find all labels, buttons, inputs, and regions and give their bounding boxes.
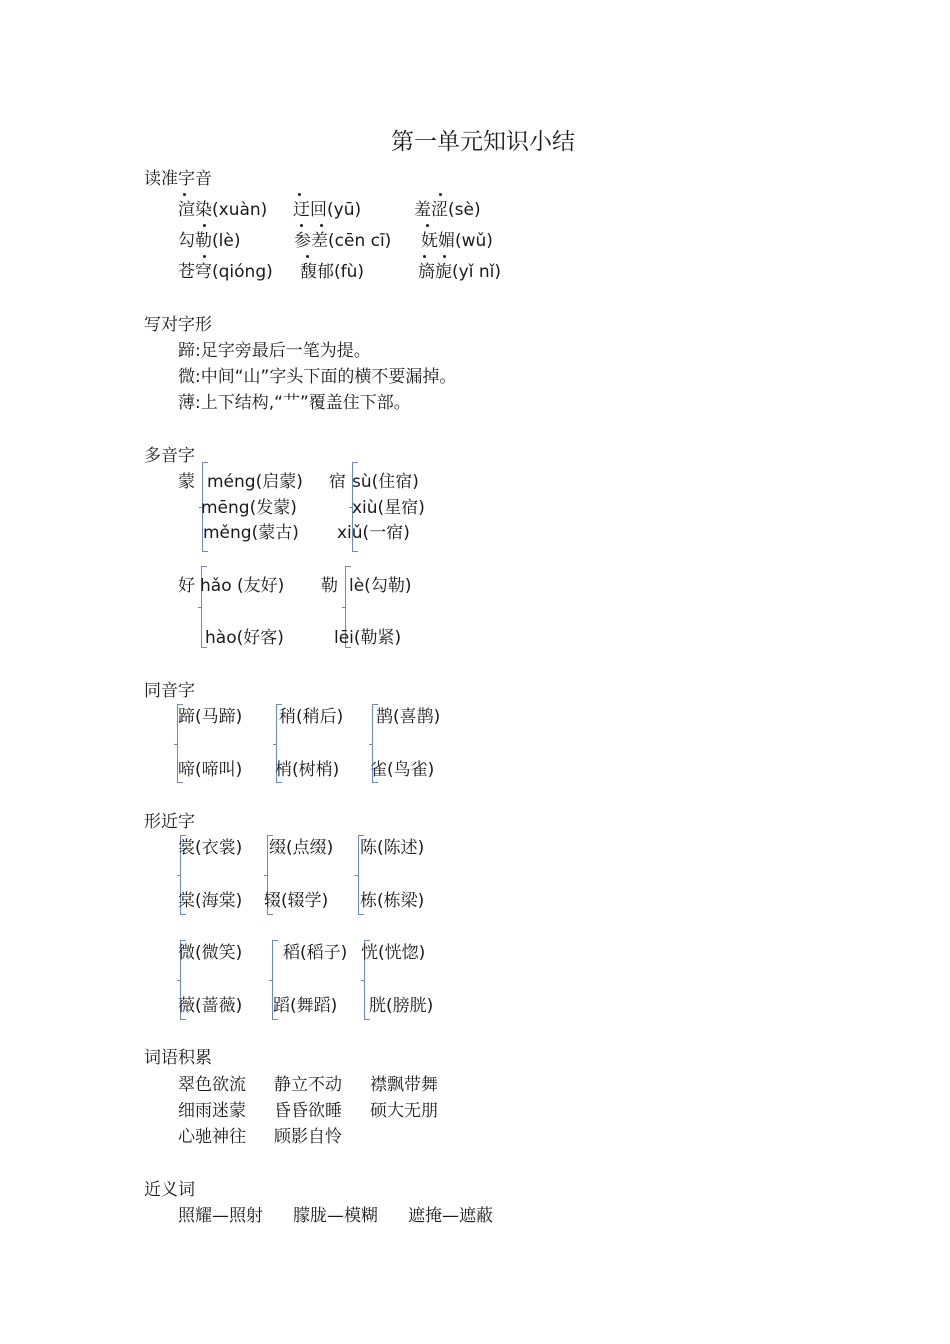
polyphonic-reading: měng(蒙古) xyxy=(203,523,299,543)
pronunciation-item: 馥郁(fù) xyxy=(300,262,365,282)
pronunciation-item: 旖旎(yǐ nǐ) xyxy=(418,262,501,282)
synonym-pair: 照耀—照射 xyxy=(178,1206,263,1226)
section-heading-vocabulary: 词语积累 xyxy=(144,1048,212,1068)
vocab-item: 襟飘带舞 xyxy=(370,1075,438,1095)
vocab-item: 翠色欲流 xyxy=(178,1075,246,1095)
emphasis-dot xyxy=(320,224,323,227)
synonym-pair: 朦胧—模糊 xyxy=(293,1206,378,1226)
vocab-item: 顾影自怜 xyxy=(274,1127,342,1147)
similar-form-item: 蹈(舞蹈) xyxy=(273,996,338,1016)
vocab-item: 硕大无朋 xyxy=(370,1101,438,1121)
similar-form-item: 恍(恍惚) xyxy=(361,943,426,963)
polyphonic-reading: mēng(发蒙) xyxy=(201,498,297,518)
polyphonic-char: 蒙 xyxy=(178,472,195,492)
homophone-item: 稍(稍后) xyxy=(279,707,344,727)
polyphonic-reading: sù(住宿) xyxy=(352,472,419,492)
polyphonic-reading: lè(勾勒) xyxy=(349,576,412,596)
section-heading-pronunciation: 读准字音 xyxy=(144,169,212,189)
pronunciation-item: 迂回(yū) xyxy=(293,200,362,220)
polyphonic-reading: xiù(星宿) xyxy=(352,498,425,518)
emphasis-dot xyxy=(298,193,301,196)
emphasis-dot xyxy=(426,224,429,227)
section-heading-homophones: 同音字 xyxy=(144,681,195,701)
similar-form-item: 栋(栋梁) xyxy=(360,891,425,911)
similar-form-item: 陈(陈述) xyxy=(360,838,425,858)
section-heading-character-form: 写对字形 xyxy=(144,315,212,335)
similar-form-item: 微(微笑) xyxy=(178,943,243,963)
section-heading-similar-forms: 形近字 xyxy=(144,812,195,832)
polyphonic-char: 好 xyxy=(178,576,195,596)
form-note: 薄:上下结构,“艹”覆盖住下部。 xyxy=(178,393,411,413)
synonym-pair: 遮掩—遮蔽 xyxy=(408,1206,493,1226)
pronunciation-item: 参差(cēn cī) xyxy=(294,231,392,251)
similar-form-item: 辍(辍学) xyxy=(264,891,329,911)
pronunciation-item: 渲染(xuàn) xyxy=(178,200,268,220)
polyphonic-reading: xiǔ(一宿) xyxy=(337,523,410,543)
section-heading-synonyms: 近义词 xyxy=(144,1180,195,1200)
emphasis-dot xyxy=(423,255,426,258)
emphasis-dot xyxy=(300,224,303,227)
form-note: 蹄:足字旁最后一笔为提。 xyxy=(178,341,371,361)
pronunciation-item: 妩媚(wǔ) xyxy=(421,231,493,251)
homophone-item: 鹊(喜鹊) xyxy=(376,707,441,727)
vocab-item: 静立不动 xyxy=(274,1075,342,1095)
polyphonic-reading: hǎo (友好) xyxy=(200,576,285,596)
homophone-item: 啼(啼叫) xyxy=(178,760,243,780)
homophone-item: 雀(鸟雀) xyxy=(370,760,435,780)
page-title: 第一单元知识小结 xyxy=(391,129,575,155)
polyphonic-reading: méng(启蒙) xyxy=(207,472,303,492)
pronunciation-item: 苍穹(qióng) xyxy=(178,262,273,282)
vocab-item: 心驰神往 xyxy=(178,1127,246,1147)
emphasis-dot xyxy=(203,224,206,227)
polyphonic-reading: lēi(勒紧) xyxy=(334,628,402,648)
pronunciation-item: 勾勒(lè) xyxy=(178,231,241,251)
form-note: 微:中间“山”字头下面的横不要漏掉。 xyxy=(178,367,457,387)
polyphonic-char: 宿 xyxy=(329,472,346,492)
similar-form-item: 裳(衣裳) xyxy=(178,838,243,858)
emphasis-dot xyxy=(183,193,186,196)
similar-form-item: 胱(膀胱) xyxy=(369,996,434,1016)
vocab-item: 昏昏欲睡 xyxy=(274,1101,342,1121)
homophone-item: 蹄(马蹄) xyxy=(178,707,243,727)
pronunciation-item: 羞涩(sè) xyxy=(414,200,481,220)
polyphonic-char: 勒 xyxy=(321,576,338,596)
emphasis-dot xyxy=(443,255,446,258)
similar-form-item: 稻(稻子) xyxy=(283,943,348,963)
emphasis-dot xyxy=(203,255,206,258)
polyphonic-reading: hào(好客) xyxy=(205,628,284,648)
homophone-item: 梢(树梢) xyxy=(275,760,340,780)
similar-form-item: 棠(海棠) xyxy=(178,891,243,911)
emphasis-dot xyxy=(439,193,442,196)
section-heading-polyphonic: 多音字 xyxy=(144,446,195,466)
similar-form-item: 缀(点缀) xyxy=(269,838,334,858)
vocab-item: 细雨迷蒙 xyxy=(178,1101,246,1121)
similar-form-item: 薇(蔷薇) xyxy=(178,996,243,1016)
emphasis-dot xyxy=(306,255,309,258)
